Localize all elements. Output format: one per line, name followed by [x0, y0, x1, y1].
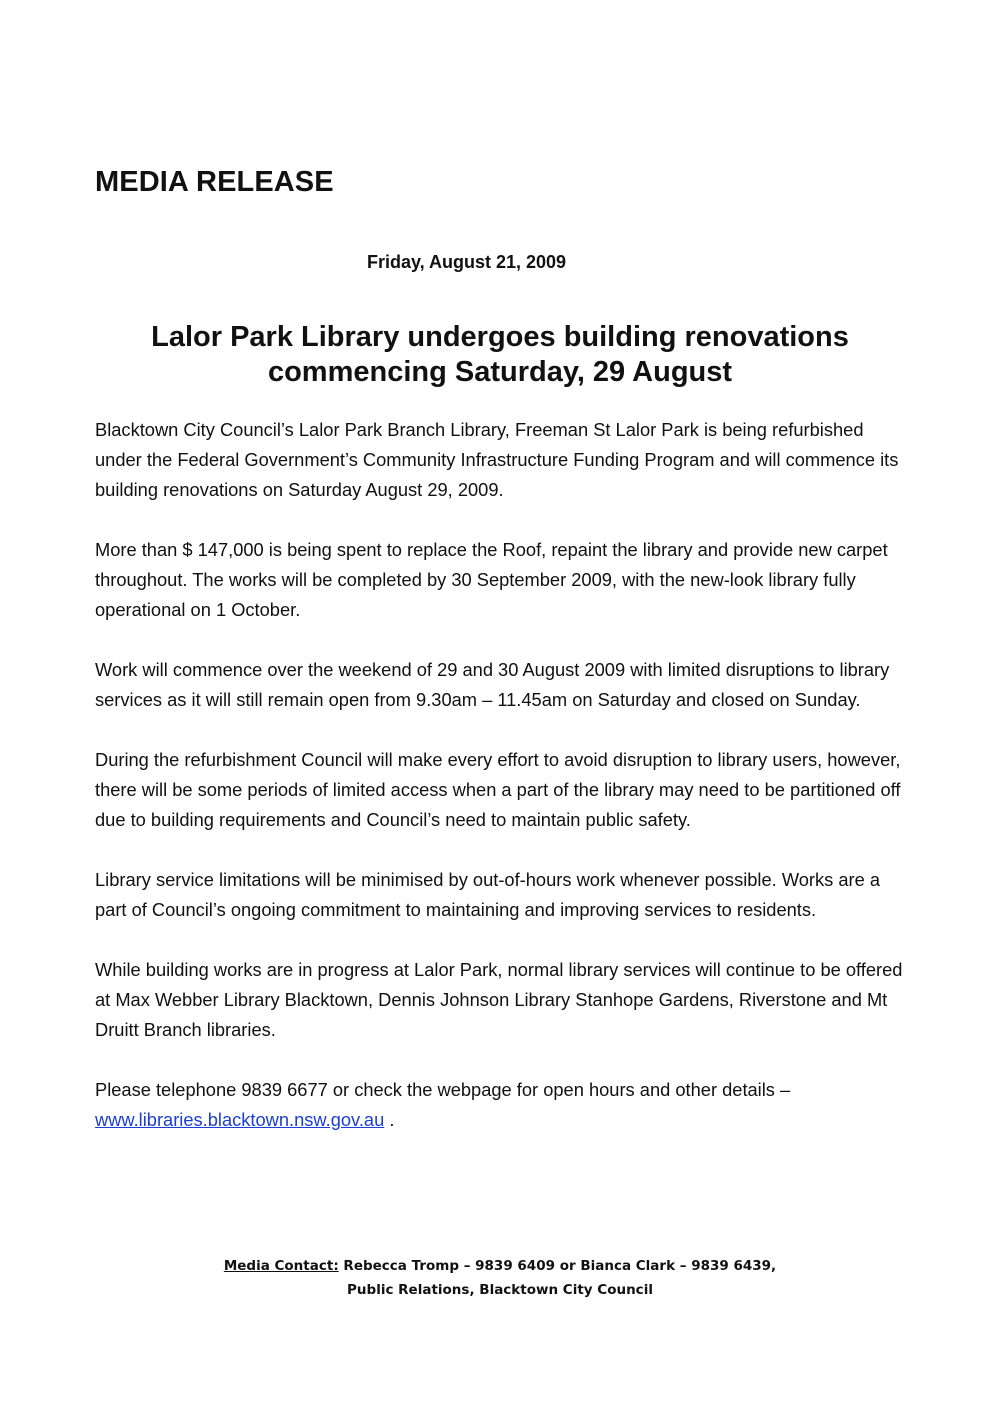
title-line-2: commencing Saturday, 29 August — [267, 356, 733, 388]
contact-label: Media Contact: — [223, 1258, 339, 1274]
release-title — [95, 320, 905, 390]
contact-details: Rebecca Tromp – 9839 6409 or Bianca Clark – 9839 6439, — [338, 1258, 777, 1274]
media-contact — [0, 1254, 1000, 1302]
body-paragraph: Blacktown City Council’s Lalor Park Branch Library, Freeman St Lalor Park is being refurbished under the Federal Government’s Community Infrastructure Funding Program and will commence its building renovations on Saturday August 29, 2009. — [95, 419, 899, 500]
body-paragraph: Library service limitations will be minimised by out-of-hours work whenever possible. Works are a part of Council’s ongoing commitment to maintaining and improving services to residents. — [95, 869, 881, 920]
closing-paragraph — [95, 1075, 915, 1135]
body-paragraph: During the refurbishment Council will make every effort to avoid disruption to library users, however, there will be some periods of limited access when a part of the library may need to be partitioned off due to building requirements and Council’s need to maintain public safety. — [95, 749, 901, 830]
closing-suffix: . — [389, 1109, 395, 1130]
body-paragraph: More than $ 147,000 is being spent to replace the Roof, repaint the library and provide new carpet throughout. The works will be completed by 30 September 2009, with the new-look library fully operational on 1 October. — [95, 539, 888, 620]
title-line-1: Lalor Park Library undergoes building renovations — [151, 321, 849, 353]
contact-line-2: Public Relations, Blacktown City Council — [347, 1282, 653, 1298]
page-heading: MEDIA RELEASE — [95, 166, 334, 198]
website-link[interactable]: www.libraries.blacktown.nsw.gov.au — [95, 1109, 385, 1130]
contact-line-1 — [0, 1254, 1000, 1278]
body-paragraph: Work will commence over the weekend of 29 and 30 August 2009 with limited disruptions to library services as it will still remain open from 9.30am – 11.45am on Saturday and closed on Sunday. — [95, 659, 890, 710]
release-body — [95, 415, 915, 1135]
release-date: Friday, August 21, 2009 — [366, 252, 567, 272]
body-paragraph: While building works are in progress at Lalor Park, normal library services will continue to be offered at Max Webber Library Blacktown, Dennis Johnson Library Stanhope Gardens, Riverstone and Mt Druitt Branch libraries. — [95, 959, 903, 1040]
closing-text: Please telephone 9839 6677 or check the webpage for open hours and other details – — [95, 1079, 791, 1100]
